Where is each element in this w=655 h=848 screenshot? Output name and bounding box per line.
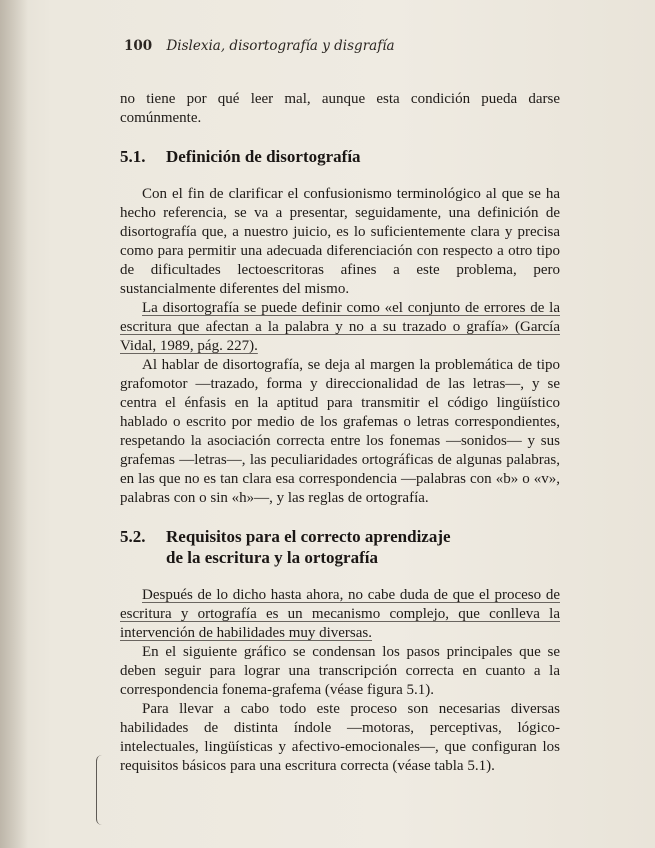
section-5-1-number: 5.1.	[120, 147, 146, 166]
section-5-1-paragraph-2: La disortografía se puede definir como «el conjunto de errores de la escritura que afectan a la palabra y no a su trazado o grafía» (García Vidal, 1989, pág. 227).	[120, 300, 560, 354]
section-5-1-heading	[120, 146, 560, 167]
page-gutter-shadow	[0, 0, 28, 848]
section-5-2-paragraph-1: Después de lo dicho hasta ahora, no cabe duda de que el proceso de escritura y ortografía es un mecanismo complejo, que conlleva la intervención de habilidades muy diversas.	[120, 587, 560, 641]
section-5-2-heading	[120, 526, 560, 568]
section-5-1-paragraph-1: Con el fin de clarificar el confusionismo terminológico al que se ha hecho referencia, se va a presentar, seguidamente, una definición de disortografía que, a nuestro juicio, es lo suficientemente clara y precisa como para permitir una adecuada diferenciación con respecto a otro tipo de dificultades lectoescritoras afines a este problema, pero sustancialmente diferentes del mismo.	[120, 186, 560, 297]
page-number: 100	[124, 38, 153, 54]
section-5-2-title-line-1: Requisitos para el correcto aprendizaje	[166, 527, 451, 546]
running-header	[124, 38, 554, 54]
section-5-1-paragraph-3: Al hablar de disortografía, se deja al margen la problemática de tipo grafomotor —trazado, forma y direccionalidad de las letras—, y se centra el énfasis en la aptitud para transmitir el código lingüístico hablado o escrito por medio de los grafemas o letras correspondientes, respetando la asociación correcta entre los fonemas —sonidos— y sus grafemas —letras—, las peculiaridades ortográficas de algunas palabras, en las que no es tan clara esa correspondencia —palabras con «b» o «v», palabras con o sin «h»—, y las reglas de ortografía.	[120, 357, 560, 506]
page-body	[120, 90, 560, 776]
running-title: Dislexia, disortografía y disgrafía	[166, 38, 395, 54]
section-5-2-number: 5.2.	[120, 527, 146, 546]
section-5-2-paragraph-3: Para llevar a cabo todo este proceso son necesarias diversas habilidades de distinta índole —motoras, perceptivas, lógico-intelectuales, lingüísticas y afectivo-emocionales—, que configuran los requisitos básicos para una escritura correcta (véase tabla 5.1).	[120, 701, 560, 774]
section-5-2-title	[166, 526, 560, 568]
section-5-2-paragraph-2: En el siguiente gráfico se condensan los pasos principales que se deben seguir para lograr una transcripción correcta en cuanto a la correspondencia fonema-grafema (véase figura 5.1).	[120, 644, 560, 698]
section-5-1-title: Definición de disortografía	[166, 147, 361, 166]
section-5-2-title-line-2: de la escritura y la ortografía	[166, 548, 378, 567]
pencil-margin-mark	[96, 755, 107, 825]
intro-paragraph: no tiene por qué leer mal, aunque esta condición pueda darse comúnmente.	[120, 91, 560, 126]
